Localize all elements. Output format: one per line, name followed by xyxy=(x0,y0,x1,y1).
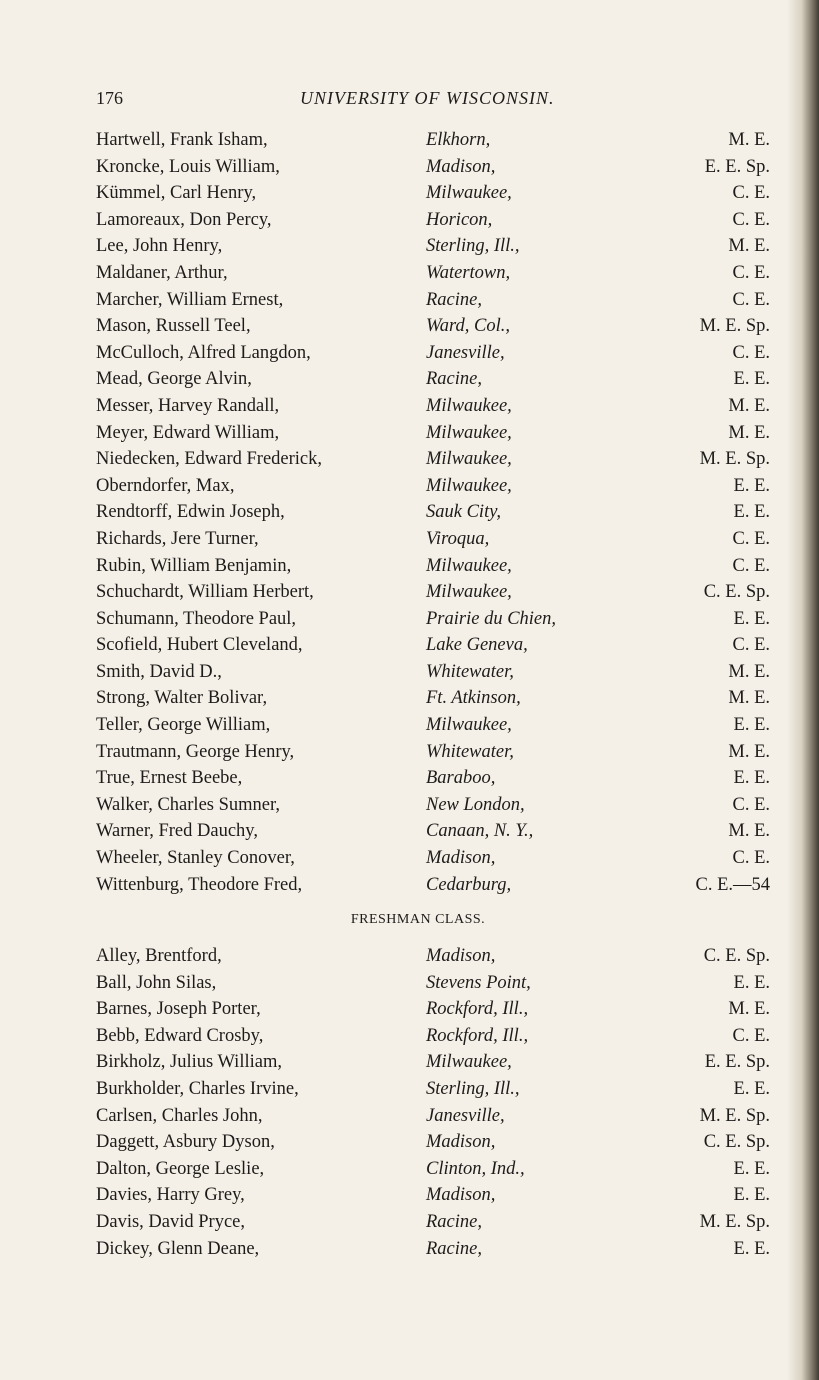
student-name: Warner, Fred Dauchy, xyxy=(96,821,258,842)
student-row xyxy=(96,130,776,157)
page-number: 176 xyxy=(96,88,123,108)
student-row xyxy=(96,316,776,343)
student-hometown: Milwaukee, xyxy=(426,449,512,470)
student-course: M. E. xyxy=(728,661,770,682)
student-hometown: Milwaukee, xyxy=(426,1052,512,1073)
student-name: Richards, Jere Turner, xyxy=(96,528,259,549)
student-name: True, Ernest Beebe, xyxy=(96,768,243,789)
student-name: Burkholder, Charles Irvine, xyxy=(96,1078,299,1099)
page-header xyxy=(96,88,756,114)
student-course: C. E. Sp. xyxy=(703,582,770,603)
student-hometown: Rockford, Ill., xyxy=(426,999,529,1020)
student-name: Niedecken, Edward Frederick, xyxy=(96,449,323,470)
student-name: Meyer, Edward William, xyxy=(96,422,280,443)
student-hometown: Sauk City, xyxy=(426,502,502,523)
student-row xyxy=(96,688,776,715)
student-hometown: Milwaukee, xyxy=(426,422,512,443)
student-hometown: Canaan, N. Y., xyxy=(426,821,534,842)
student-name: McCulloch, Alfred Langdon, xyxy=(96,342,311,363)
student-course: C. E. xyxy=(732,262,770,283)
student-row xyxy=(96,157,776,184)
student-course: C. E. xyxy=(732,289,770,310)
student-course: M. E. Sp. xyxy=(699,1211,770,1232)
student-hometown: Whitewater, xyxy=(426,741,514,762)
student-course: E. E. Sp. xyxy=(704,156,770,177)
student-row xyxy=(96,875,776,902)
student-row xyxy=(96,635,776,662)
student-row xyxy=(96,343,776,370)
student-course: C. E. Sp. xyxy=(703,946,770,966)
student-hometown: Ft. Atkinson, xyxy=(426,688,521,709)
student-course: M. E. Sp. xyxy=(699,449,770,470)
student-row xyxy=(96,768,776,795)
student-list-section-one xyxy=(96,130,776,901)
student-hometown: Elkhorn, xyxy=(426,130,491,150)
student-course: M. E. xyxy=(728,999,770,1020)
student-hometown: Janesville, xyxy=(426,1105,505,1126)
student-hometown: Racine, xyxy=(426,1238,482,1259)
student-course: C. E. xyxy=(732,794,770,815)
student-hometown: Racine, xyxy=(426,369,482,390)
student-hometown: Clinton, Ind., xyxy=(426,1158,525,1179)
student-course: M. E. xyxy=(728,422,770,443)
student-name: Trautmann, George Henry, xyxy=(96,741,295,762)
student-row xyxy=(96,1212,776,1239)
student-course: E. E. Sp. xyxy=(704,1052,770,1073)
student-row xyxy=(96,742,776,769)
student-course: M. E. Sp. xyxy=(699,1105,770,1126)
student-course: M. E. xyxy=(728,395,770,416)
student-row xyxy=(96,821,776,848)
student-name: Davies, Harry Grey, xyxy=(96,1185,245,1206)
student-hometown: New London, xyxy=(426,794,525,815)
student-row xyxy=(96,290,776,317)
student-row xyxy=(96,556,776,583)
student-course: C. E. xyxy=(732,848,770,869)
student-row xyxy=(96,502,776,529)
student-hometown: Cedarburg, xyxy=(426,874,512,895)
student-name: Teller, George William, xyxy=(96,715,271,736)
student-name: Walker, Charles Sumner, xyxy=(96,794,281,815)
student-course: C. E. xyxy=(732,555,770,576)
student-hometown: Janesville, xyxy=(426,342,505,363)
student-row xyxy=(96,946,776,973)
student-name: Alley, Brentford, xyxy=(96,946,222,966)
student-row xyxy=(96,210,776,237)
student-name: Birkholz, Julius William, xyxy=(96,1052,282,1073)
student-name: Maldaner, Arthur, xyxy=(96,262,228,283)
student-row xyxy=(96,973,776,1000)
student-course: E. E. xyxy=(733,502,770,523)
student-name: Lee, John Henry, xyxy=(96,236,223,257)
student-hometown: Milwaukee, xyxy=(426,555,512,576)
student-name: Kroncke, Louis William, xyxy=(96,156,280,177)
student-hometown: Madison, xyxy=(426,946,496,966)
student-row xyxy=(96,715,776,742)
student-row xyxy=(96,423,776,450)
student-name: Strong, Walter Bolivar, xyxy=(96,688,268,709)
student-name: Hartwell, Frank Isham, xyxy=(96,130,268,150)
student-row xyxy=(96,609,776,636)
student-name: Scofield, Hubert Cleveland, xyxy=(96,635,303,656)
student-row xyxy=(96,369,776,396)
student-row xyxy=(96,999,776,1026)
student-hometown: Rockford, Ill., xyxy=(426,1025,529,1046)
student-hometown: Whitewater, xyxy=(426,661,514,682)
student-hometown: Prairie du Chien, xyxy=(426,608,557,629)
student-list-freshman xyxy=(96,906,776,1265)
binding-shadow xyxy=(787,0,819,1380)
student-hometown: Stevens Point, xyxy=(426,972,531,993)
student-row xyxy=(96,1079,776,1106)
student-course: E. E. xyxy=(733,972,770,993)
section-title-text: FRESHMAN CLASS. xyxy=(350,912,486,927)
student-hometown: Milwaukee, xyxy=(426,183,512,204)
student-course: M. E. xyxy=(728,236,770,257)
student-name: Davis, David Pryce, xyxy=(96,1211,245,1232)
student-row xyxy=(96,476,776,503)
student-course: C. E. xyxy=(732,183,770,204)
student-name: Ball, John Silas, xyxy=(96,972,217,993)
student-hometown: Milwaukee, xyxy=(426,715,512,736)
student-row xyxy=(96,1185,776,1212)
student-hometown: Racine, xyxy=(426,1211,482,1232)
student-course: C. E. xyxy=(732,342,770,363)
student-hometown: Racine, xyxy=(426,289,482,310)
student-row xyxy=(96,1106,776,1133)
student-row xyxy=(96,529,776,556)
student-hometown: Madison, xyxy=(426,156,496,177)
student-course: C. E. xyxy=(732,209,770,230)
student-row xyxy=(96,662,776,689)
student-hometown: Sterling, Ill., xyxy=(426,236,520,257)
student-name: Wheeler, Stanley Conover, xyxy=(96,848,295,869)
student-name: Dalton, George Leslie, xyxy=(96,1158,265,1179)
student-name: Smith, David D., xyxy=(96,661,222,682)
student-course: E. E. xyxy=(733,1238,770,1259)
student-row xyxy=(96,1239,776,1266)
student-row xyxy=(96,236,776,263)
student-course: M. E. xyxy=(728,741,770,762)
student-course: E. E. xyxy=(733,715,770,736)
student-row xyxy=(96,1132,776,1159)
student-hometown: Madison, xyxy=(426,1132,496,1153)
student-name: Oberndorfer, Max, xyxy=(96,475,235,496)
student-name: Kümmel, Carl Henry, xyxy=(96,183,257,204)
student-hometown: Watertown, xyxy=(426,262,511,283)
student-course: E. E. xyxy=(733,475,770,496)
student-row xyxy=(96,183,776,210)
student-course: E. E. xyxy=(733,1158,770,1179)
running-head: UNIVERSITY OF WISCONSIN. xyxy=(300,88,555,108)
student-hometown: Madison, xyxy=(426,848,496,869)
student-name: Messer, Harvey Randall, xyxy=(96,395,280,416)
student-name: Rubin, William Benjamin, xyxy=(96,555,292,576)
student-course: E. E. xyxy=(733,369,770,390)
student-row xyxy=(96,795,776,822)
student-hometown: Milwaukee, xyxy=(426,395,512,416)
student-hometown: Milwaukee, xyxy=(426,582,512,603)
student-course: C. E.—54 xyxy=(695,874,770,895)
student-row xyxy=(96,1159,776,1186)
student-name: Schumann, Theodore Paul, xyxy=(96,608,297,629)
student-hometown: Horicon, xyxy=(426,209,493,230)
student-course: M. E. Sp. xyxy=(699,316,770,337)
student-course: C. E. Sp. xyxy=(703,1132,770,1153)
student-row xyxy=(96,396,776,423)
student-name: Bebb, Edward Crosby, xyxy=(96,1025,264,1046)
student-course: M. E. xyxy=(728,821,770,842)
student-hometown: Madison, xyxy=(426,1185,496,1206)
section-title xyxy=(96,906,776,946)
student-course: M. E. xyxy=(728,130,770,150)
student-name: Daggett, Asbury Dyson, xyxy=(96,1132,275,1153)
student-name: Lamoreaux, Don Percy, xyxy=(96,209,272,230)
student-name: Wittenburg, Theodore Fred, xyxy=(96,874,303,895)
student-course: C. E. xyxy=(732,1025,770,1046)
student-hometown: Sterling, Ill., xyxy=(426,1078,520,1099)
student-row xyxy=(96,1052,776,1079)
student-hometown: Baraboo, xyxy=(426,768,496,789)
student-hometown: Milwaukee, xyxy=(426,475,512,496)
student-name: Mason, Russell Teel, xyxy=(96,316,251,337)
student-hometown: Ward, Col., xyxy=(426,316,510,337)
student-row xyxy=(96,263,776,290)
student-course: C. E. xyxy=(732,635,770,656)
student-course: C. E. xyxy=(732,528,770,549)
student-name: Carlsen, Charles John, xyxy=(96,1105,263,1126)
student-course: E. E. xyxy=(733,1185,770,1206)
student-name: Schuchardt, William Herbert, xyxy=(96,582,314,603)
student-course: E. E. xyxy=(733,608,770,629)
student-course: E. E. xyxy=(733,768,770,789)
student-hometown: Viroqua, xyxy=(426,528,490,549)
student-course: E. E. xyxy=(733,1078,770,1099)
student-name: Mead, George Alvin, xyxy=(96,369,252,390)
student-row xyxy=(96,449,776,476)
student-hometown: Lake Geneva, xyxy=(426,635,528,656)
student-name: Rendtorff, Edwin Joseph, xyxy=(96,502,285,523)
student-name: Dickey, Glenn Deane, xyxy=(96,1238,260,1259)
student-course: M. E. xyxy=(728,688,770,709)
student-row xyxy=(96,1026,776,1053)
student-row xyxy=(96,582,776,609)
student-name: Marcher, William Ernest, xyxy=(96,289,284,310)
student-row xyxy=(96,848,776,875)
student-name: Barnes, Joseph Porter, xyxy=(96,999,261,1020)
